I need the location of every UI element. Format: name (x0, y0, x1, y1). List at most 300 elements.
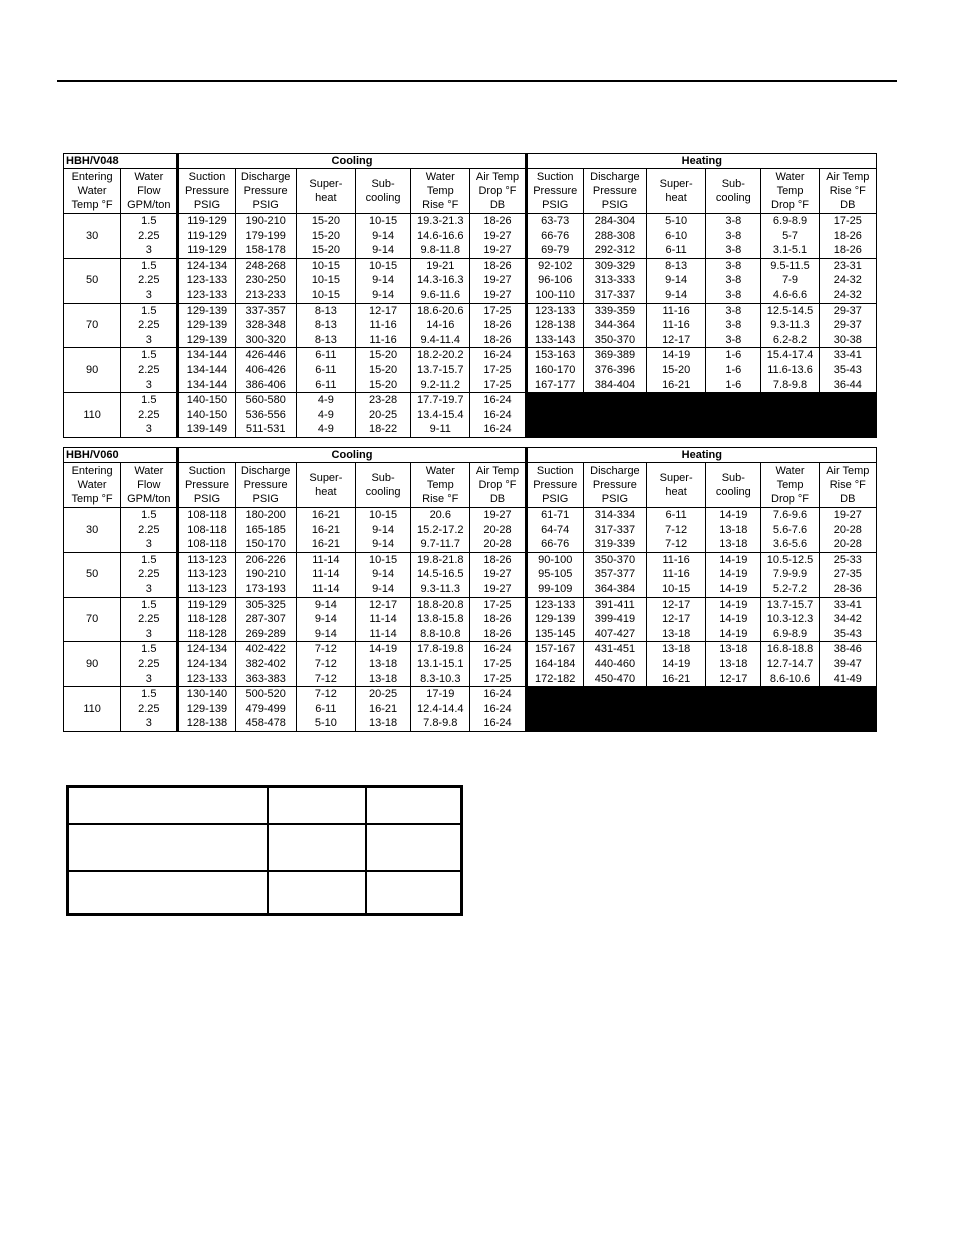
data-cell (583, 258, 646, 303)
cell-value: 426-446 (245, 349, 286, 362)
cell-value: 133-143 (535, 333, 576, 346)
cell-value: 63-73 (541, 215, 570, 227)
cell-value: 19-27 (483, 288, 512, 301)
cell-value: 20.6 (429, 509, 451, 521)
cell-value: 13-18 (369, 672, 398, 685)
cell-value: 1.5 (141, 688, 157, 701)
cell-value: 190-210 (245, 568, 286, 581)
data-cell (296, 642, 355, 687)
cell-value: 14-19 (719, 598, 748, 611)
performance-table-hbh-v048 (63, 153, 877, 438)
data-cell (526, 597, 583, 642)
cell-value: 124-134 (186, 657, 228, 670)
data-cell (647, 258, 706, 303)
cell-value: 15-20 (369, 378, 398, 391)
cell-value: 230-250 (245, 274, 286, 287)
cell-value: 11-14 (312, 553, 340, 566)
cell-value: 3-8 (725, 229, 742, 242)
data-cell (761, 552, 819, 597)
cell-value: 7.6-9.6 (772, 509, 808, 521)
data-cell (761, 214, 819, 259)
cell-value: 10-15 (369, 509, 398, 521)
cell-value: 13-18 (719, 643, 748, 656)
top-rule (57, 80, 897, 82)
cell-value: 1.5 (141, 509, 157, 521)
cell-value: 3 (145, 672, 152, 685)
data-cell (411, 642, 470, 687)
cell-value: 16-21 (311, 538, 340, 551)
cell-value: 309-329 (594, 259, 636, 272)
cell-value: 292-312 (594, 244, 636, 257)
data-cell (178, 258, 235, 303)
data-cell (235, 552, 296, 597)
cell-value: 14-19 (719, 627, 748, 640)
cell-value: 6-11 (315, 702, 337, 715)
cell-value: 406-426 (245, 363, 286, 376)
cell-value: 3-8 (725, 304, 742, 317)
cell-value: 284-304 (594, 215, 636, 227)
cell-value: 17-25 (483, 657, 512, 670)
cell-value: 8-13 (665, 259, 688, 272)
data-cell (121, 687, 178, 732)
data-cell (470, 642, 526, 687)
cell-value: 15-20 (369, 349, 398, 362)
cell-value: 7-12 (665, 523, 688, 536)
blank-table-col-divider (365, 788, 367, 913)
data-cell (647, 214, 706, 259)
cell-value: 319-339 (594, 538, 636, 551)
cell-value: 119-129 (187, 244, 227, 257)
cell-value: 16-21 (369, 702, 398, 715)
column-header: Water Temp Rise °F (411, 463, 470, 508)
cell-value: 287-307 (245, 613, 286, 626)
table-row (64, 303, 877, 348)
cell-value: 511-531 (245, 423, 286, 436)
cell-value: 123-133 (186, 288, 228, 301)
data-cell (178, 303, 235, 348)
cell-value: 1-6 (725, 363, 742, 376)
cell-value: 5-10 (665, 215, 688, 227)
cell-value: 33-41 (833, 349, 862, 362)
data-cell (411, 393, 470, 438)
data-cell (706, 258, 761, 303)
cell-value: 12-17 (369, 304, 398, 317)
cell-value: 6-11 (665, 509, 687, 521)
entering-water-temp: 110 (64, 393, 121, 438)
cell-value: 18-22 (369, 423, 398, 436)
cell-value: 20-28 (833, 538, 862, 551)
cell-value: 19-27 (483, 274, 512, 287)
cell-value: 13.1-15.1 (417, 657, 464, 670)
cell-value: 3-8 (725, 288, 742, 301)
cell-value: 6.9-8.9 (772, 215, 808, 227)
cell-value: 123-133 (535, 598, 576, 611)
cell-value: 12-17 (662, 598, 691, 611)
data-cell (411, 687, 470, 732)
model-label: HBH/V060 (64, 448, 178, 463)
cell-value: 69-79 (541, 244, 570, 257)
cell-value: 123-133 (535, 304, 576, 317)
cell-value: 2.25 (138, 702, 160, 715)
cell-value: 206-226 (245, 553, 286, 566)
data-cell (235, 348, 296, 393)
performance-table-hbh-v060 (63, 447, 877, 732)
cell-value: 10-15 (369, 553, 398, 566)
cell-value: 8.6-10.6 (769, 672, 811, 685)
cell-value: 19-27 (483, 509, 512, 521)
column-header: Super- heat (296, 463, 355, 508)
blank-form-table (66, 785, 463, 916)
data-cell (470, 393, 526, 438)
cell-value: 3 (145, 288, 152, 301)
data-cell (235, 642, 296, 687)
column-header: Super- heat (296, 169, 355, 214)
cell-value: 313-333 (594, 274, 636, 287)
cell-value: 9.4-11.4 (420, 333, 461, 346)
cell-value: 6-11 (315, 363, 337, 376)
cell-value: 35-43 (833, 627, 862, 640)
data-cell (178, 597, 235, 642)
cell-value: 7-12 (314, 688, 337, 701)
data-cell (819, 258, 876, 303)
column-header: Suction Pressure PSIG (178, 169, 235, 214)
cell-value: 18-26 (483, 319, 512, 332)
cell-value: 402-422 (245, 643, 286, 656)
cell-value: 8-13 (314, 319, 337, 332)
cell-value: 7-12 (314, 643, 337, 656)
cell-value: 11-16 (662, 553, 690, 566)
cell-value: 41-49 (833, 672, 862, 685)
cell-value: 440-460 (594, 657, 636, 670)
cell-value: 7-9 (782, 274, 798, 287)
cell-value: 10-15 (369, 215, 398, 227)
cell-value: 2.25 (138, 568, 160, 581)
cell-value: 9.3-11.3 (770, 319, 810, 332)
column-header: Water Temp Drop °F (761, 463, 819, 508)
cell-value: 11-16 (662, 568, 690, 581)
cell-value: 18-26 (483, 333, 512, 346)
cell-value: 1.5 (141, 553, 157, 566)
data-cell (355, 393, 410, 438)
cell-value: 9-14 (314, 598, 337, 611)
entering-water-temp: 70 (64, 303, 121, 348)
data-cell (178, 552, 235, 597)
no-data-block (526, 687, 876, 732)
cell-value: 27-35 (833, 568, 862, 581)
cell-value: 2.25 (138, 274, 160, 287)
data-cell (178, 393, 235, 438)
data-cell (121, 597, 178, 642)
column-header: Water Flow GPM/ton (121, 463, 178, 508)
data-cell (411, 303, 470, 348)
cell-value: 16-24 (483, 408, 512, 421)
cell-value: 10-15 (311, 288, 340, 301)
data-cell (355, 214, 410, 259)
cell-value: 30-38 (833, 333, 862, 346)
cell-value: 9.3-11.3 (420, 582, 461, 595)
cell-value: 9.5-11.5 (770, 259, 810, 272)
data-cell (470, 552, 526, 597)
cell-value: 8-13 (314, 333, 337, 346)
cell-value: 317-337 (594, 288, 636, 301)
cell-value: 134-144 (186, 349, 228, 362)
cell-value: 479-499 (245, 702, 286, 715)
data-cell (296, 597, 355, 642)
column-header: Discharge Pressure PSIG (583, 463, 646, 508)
column-header: Water Temp Drop °F (761, 169, 819, 214)
column-header: Sub- cooling (706, 463, 761, 508)
cell-value: 18.2-20.2 (417, 349, 464, 362)
blank-table-row-divider (69, 823, 460, 825)
cell-value: 3 (145, 717, 152, 730)
no-data-block (526, 393, 876, 438)
data-cell (235, 214, 296, 259)
cell-value: 108-118 (187, 538, 227, 551)
cell-value: 7.9-9.9 (772, 568, 808, 581)
data-cell (647, 597, 706, 642)
cell-value: 130-140 (186, 688, 228, 701)
data-cell (647, 508, 706, 553)
table-row (64, 258, 877, 303)
cell-value: 123-133 (186, 672, 228, 685)
cell-value: 17-25 (483, 598, 512, 611)
column-header: Entering Water Temp °F (64, 169, 121, 214)
data-cell (296, 258, 355, 303)
cell-value: 129-139 (186, 304, 228, 317)
cell-value: 4.6-6.6 (772, 288, 808, 301)
cell-value: 6.9-8.9 (772, 627, 808, 640)
cell-value: 6-10 (665, 229, 688, 242)
cell-value: 24-32 (833, 274, 862, 287)
cell-value: 11-14 (312, 582, 340, 595)
column-header: Super- heat (647, 463, 706, 508)
cell-value: 19-27 (833, 509, 862, 521)
cell-value: 99-109 (538, 582, 573, 595)
cell-value: 9.7-11.7 (420, 538, 461, 551)
cell-value: 20-25 (369, 408, 398, 421)
cell-value: 5.2-7.2 (772, 582, 808, 595)
cell-value: 18.6-20.6 (417, 304, 464, 317)
cell-value: 2.25 (138, 657, 160, 670)
cell-value: 20-28 (483, 523, 512, 536)
cell-value: 119-129 (187, 229, 227, 242)
data-cell (647, 348, 706, 393)
data-cell (819, 303, 876, 348)
cell-value: 2.25 (138, 613, 160, 626)
cell-value: 9-11 (429, 423, 451, 436)
data-cell (819, 214, 876, 259)
cell-value: 17-25 (483, 304, 512, 317)
data-cell (411, 597, 470, 642)
cell-value: 369-389 (594, 349, 636, 362)
data-cell (355, 642, 410, 687)
data-cell (583, 303, 646, 348)
cell-value: 14.3-16.3 (417, 274, 464, 287)
cell-value: 18-26 (483, 613, 512, 626)
data-cell (296, 393, 355, 438)
cell-value: 1.5 (141, 215, 157, 227)
cell-value: 14-16 (426, 319, 455, 332)
cell-value: 11.6-13.6 (767, 363, 813, 376)
cell-value: 317-337 (594, 523, 636, 536)
cell-value: 248-268 (245, 259, 286, 272)
cell-value: 118-128 (187, 613, 227, 626)
cell-value: 6-11 (665, 244, 687, 257)
cell-value: 158-178 (245, 244, 286, 257)
cell-value: 13-18 (719, 538, 748, 551)
data-cell (411, 552, 470, 597)
cell-value: 11-14 (369, 613, 397, 626)
cell-value: 3.1-5.1 (772, 244, 808, 257)
cell-value: 124-134 (186, 643, 228, 656)
table-row (64, 214, 877, 259)
cell-value: 19-27 (483, 568, 512, 581)
cell-value: 157-167 (535, 643, 576, 656)
cell-value: 35-43 (833, 363, 862, 376)
cell-value: 14-19 (662, 349, 691, 362)
cell-value: 11-14 (369, 627, 397, 640)
column-header: Discharge Pressure PSIG (583, 169, 646, 214)
data-cell (121, 303, 178, 348)
data-cell (235, 597, 296, 642)
cell-value: 13-18 (719, 657, 748, 670)
cell-value: 9-14 (372, 274, 395, 287)
cell-value: 11-16 (662, 319, 690, 332)
cell-value: 2.25 (138, 523, 160, 536)
cell-value: 66-76 (541, 229, 570, 242)
data-cell (296, 303, 355, 348)
cell-value: 20-28 (833, 523, 862, 536)
cell-value: 160-170 (535, 363, 576, 376)
table-row (64, 348, 877, 393)
data-cell (355, 348, 410, 393)
data-cell (235, 258, 296, 303)
cell-value: 7-12 (665, 538, 688, 551)
cell-value: 18-26 (483, 553, 512, 566)
data-cell (526, 348, 583, 393)
cell-value: 13-18 (369, 717, 398, 730)
cell-value: 167-177 (535, 378, 576, 391)
data-cell (296, 552, 355, 597)
data-cell (178, 687, 235, 732)
cell-value: 135-145 (535, 627, 576, 640)
data-cell (761, 508, 819, 553)
entering-water-temp: 30 (64, 214, 121, 259)
cell-value: 19-27 (483, 229, 512, 242)
cell-value: 113-123 (187, 568, 227, 581)
cell-value: 129-139 (535, 613, 576, 626)
cell-value: 8.3-10.3 (420, 672, 461, 685)
column-header: Water Flow GPM/ton (121, 169, 178, 214)
cell-value: 7.8-9.8 (423, 717, 458, 730)
cell-value: 113-123 (187, 553, 227, 566)
cell-value: 9-14 (314, 627, 337, 640)
cell-value: 16-24 (483, 394, 512, 407)
data-cell (761, 348, 819, 393)
table-row (64, 597, 877, 642)
cell-value: 300-320 (245, 333, 286, 346)
cell-value: 23-31 (833, 259, 862, 272)
cell-value: 431-451 (594, 643, 636, 656)
data-cell (647, 552, 706, 597)
cell-value: 7.8-9.8 (772, 378, 808, 391)
data-cell (819, 552, 876, 597)
cell-value: 12.4-14.4 (417, 702, 464, 715)
cell-value: 9-14 (372, 229, 395, 242)
cell-value: 19-27 (483, 582, 512, 595)
cell-value: 19-21 (426, 259, 455, 272)
cell-value: 96-106 (538, 274, 573, 287)
cell-value: 9-14 (372, 582, 395, 595)
cell-value: 190-210 (245, 215, 286, 227)
cell-value: 364-384 (594, 582, 636, 595)
data-cell (526, 552, 583, 597)
cell-value: 10-15 (369, 259, 398, 272)
cell-value: 384-404 (594, 378, 636, 391)
cell-value: 12-17 (369, 598, 398, 611)
data-cell (526, 214, 583, 259)
cell-value: 3 (145, 423, 152, 436)
data-cell (121, 642, 178, 687)
cell-value: 13-18 (662, 643, 691, 656)
cell-value: 29-37 (833, 319, 862, 332)
cell-value: 350-370 (594, 553, 636, 566)
cell-value: 357-377 (594, 568, 636, 581)
cell-value: 3 (145, 333, 152, 346)
cell-value: 119-129 (187, 215, 227, 227)
column-header: Sub- cooling (355, 463, 410, 508)
cell-value: 153-163 (535, 349, 576, 362)
cell-value: 13-18 (719, 523, 748, 536)
cell-value: 3 (145, 378, 152, 391)
cell-value: 1.5 (141, 598, 157, 611)
cell-value: 5.6-7.6 (772, 523, 808, 536)
cell-value: 5-10 (314, 717, 337, 730)
cell-value: 1-6 (725, 349, 742, 362)
cell-value: 350-370 (594, 333, 636, 346)
data-cell (178, 508, 235, 553)
cell-value: 3-8 (725, 215, 742, 227)
heating-header: Heating (526, 154, 876, 169)
data-cell (121, 214, 178, 259)
data-cell (706, 508, 761, 553)
table-row (64, 552, 877, 597)
cell-value: 16-24 (483, 702, 512, 715)
data-cell (355, 687, 410, 732)
cell-value: 14.5-16.5 (417, 568, 464, 581)
cell-value: 13.8-15.8 (417, 613, 464, 626)
data-cell (121, 258, 178, 303)
table-row (64, 508, 877, 553)
data-cell (526, 508, 583, 553)
data-cell (583, 552, 646, 597)
cell-value: 458-478 (245, 717, 286, 730)
data-cell (296, 214, 355, 259)
cell-value: 20-25 (369, 688, 398, 701)
cell-value: 23-28 (369, 394, 398, 407)
cell-value: 1-6 (725, 378, 742, 391)
cell-value: 19.3-21.3 (417, 215, 464, 227)
entering-water-temp: 70 (64, 597, 121, 642)
data-cell (647, 642, 706, 687)
column-header: Suction Pressure PSIG (178, 463, 235, 508)
cell-value: 1.5 (141, 643, 157, 656)
cell-value: 18-26 (483, 259, 512, 272)
data-cell (121, 393, 178, 438)
cell-value: 9-14 (372, 568, 395, 581)
cell-value: 1.5 (141, 394, 157, 407)
cell-value: 140-150 (186, 394, 228, 407)
